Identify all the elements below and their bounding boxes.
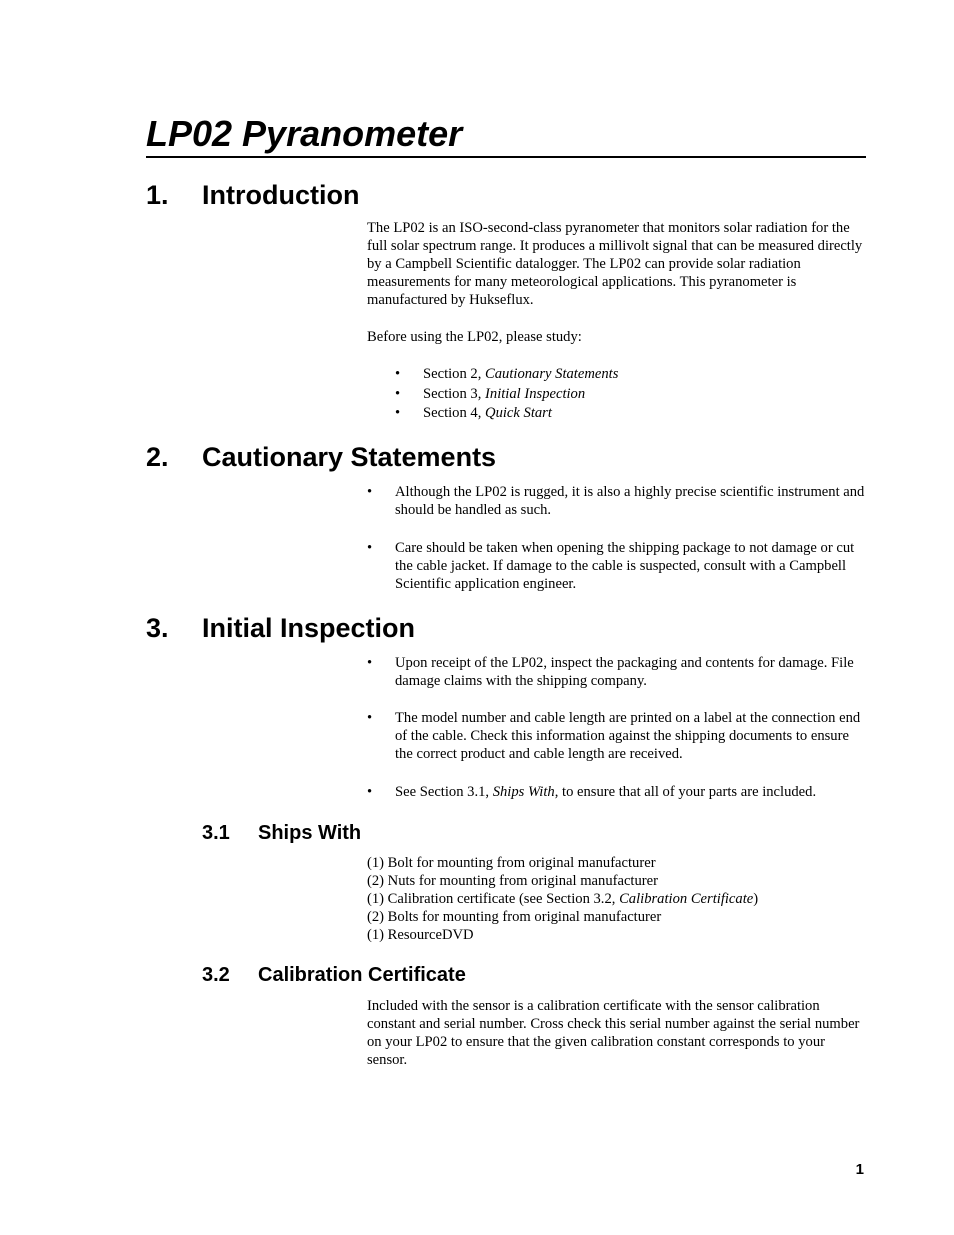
section-title: Initial Inspection	[202, 613, 416, 643]
bullet-icon: •	[367, 784, 373, 800]
list-item-text: Although the LP02 is rugged, it is also a highly precise scientific instrument and should be handled as such.	[395, 484, 865, 518]
list-item: (1) Bolt for mounting from original manufacturer	[367, 855, 656, 871]
list-item-text: Upon receipt of the LP02, inspect the packaging and contents for damage. File damage claims with the shipping company.	[395, 655, 854, 689]
ref-link: Initial Inspection	[485, 385, 586, 402]
bullet-icon: •	[367, 484, 373, 500]
list-item	[395, 365, 863, 385]
ref-link: Ships With	[492, 784, 555, 800]
section-title: Ships With	[258, 822, 362, 844]
ref-prefix: Section 2,	[423, 366, 486, 382]
list-item: (1) ResourceDVD	[367, 927, 474, 943]
bullet-icon: •	[395, 366, 401, 382]
section-3-1-heading	[202, 821, 361, 845]
list-item	[367, 783, 867, 801]
list-item-text: )	[753, 891, 759, 907]
section-number: 3.2	[202, 964, 230, 986]
section-number: 3.	[146, 613, 169, 643]
bullet-icon: •	[395, 405, 401, 421]
inspection-list	[367, 709, 867, 763]
ref-link: Cautionary Statements	[485, 366, 619, 382]
section-title: Introduction	[202, 180, 360, 210]
ref-link: Calibration Certificate	[619, 891, 754, 907]
section-number: 1.	[146, 180, 169, 210]
page-number: 1	[855, 1161, 864, 1178]
list-item	[367, 890, 867, 908]
section-2-heading	[146, 441, 496, 473]
list-item	[367, 709, 867, 763]
section-title: Calibration Certificate	[258, 964, 466, 986]
list-item	[395, 385, 863, 405]
section-number: 3.1	[202, 822, 230, 844]
bullet-icon: •	[367, 710, 373, 726]
section-number: 2.	[146, 442, 169, 472]
list-item-text: The model number and cable length are printed on a label at the connection end of the cable. Check this information against the shipping documents to ensure the correct product and cable length are received.	[395, 710, 861, 762]
list-item	[367, 483, 867, 519]
calibration-paragraph: Included with the sensor is a calibration certificate with the sensor calibration constant and serial number. Cross check this serial number against the serial number on your LP02 to ensure that the given calibration constant corresponds to your sensor.	[367, 998, 860, 1068]
list-item	[367, 539, 867, 593]
list-item-text: (1) Calibration certificate (see Section 3.2,	[367, 891, 620, 907]
intro-reference-list	[395, 365, 863, 424]
inspection-list	[367, 783, 867, 801]
ref-prefix: Section 3,	[423, 385, 486, 402]
list-item	[367, 654, 867, 690]
bullet-icon: •	[367, 655, 373, 671]
list-item: (2) Nuts for mounting from original manufacturer	[367, 873, 658, 889]
ref-link: Quick Start	[485, 405, 552, 421]
caution-list	[367, 483, 867, 519]
page-title: LP02 Pyranometer	[146, 112, 866, 158]
ref-prefix: Section 4,	[423, 405, 486, 421]
intro-paragraph: The LP02 is an ISO-second-class pyranometer that monitors solar radiation for the full solar spectrum range. It produces a millivolt signal that can be measured directly by a Campbell Scientific datalogger. The LP02 can provide solar radiation measurements for many meteorological applications. This pyranometer is manufactured by Hukseflux.	[367, 220, 863, 308]
bullet-icon: •	[367, 540, 373, 556]
caution-list	[367, 539, 867, 593]
section-3-2-heading	[202, 963, 466, 987]
list-item: (2) Bolts for mounting from original manufacturer	[367, 909, 662, 925]
list-item-text: Care should be taken when opening the shipping package to not damage or cut the cable jacket. If damage to the cable is suspected, consult with a Campbell Scientific application engineer.	[395, 540, 855, 592]
list-item	[395, 404, 863, 424]
bullet-icon: •	[395, 385, 401, 402]
section-title: Cautionary Statements	[202, 442, 497, 472]
ships-with-list	[367, 854, 867, 944]
inspection-list	[367, 654, 867, 690]
list-item-text: , to ensure that all of your parts are included.	[554, 784, 817, 800]
section-3-heading	[146, 612, 415, 644]
list-item-text: See Section 3.1,	[395, 784, 493, 800]
section-1-heading	[146, 179, 359, 211]
intro-before-text: Before using the LP02, please study:	[367, 329, 582, 345]
